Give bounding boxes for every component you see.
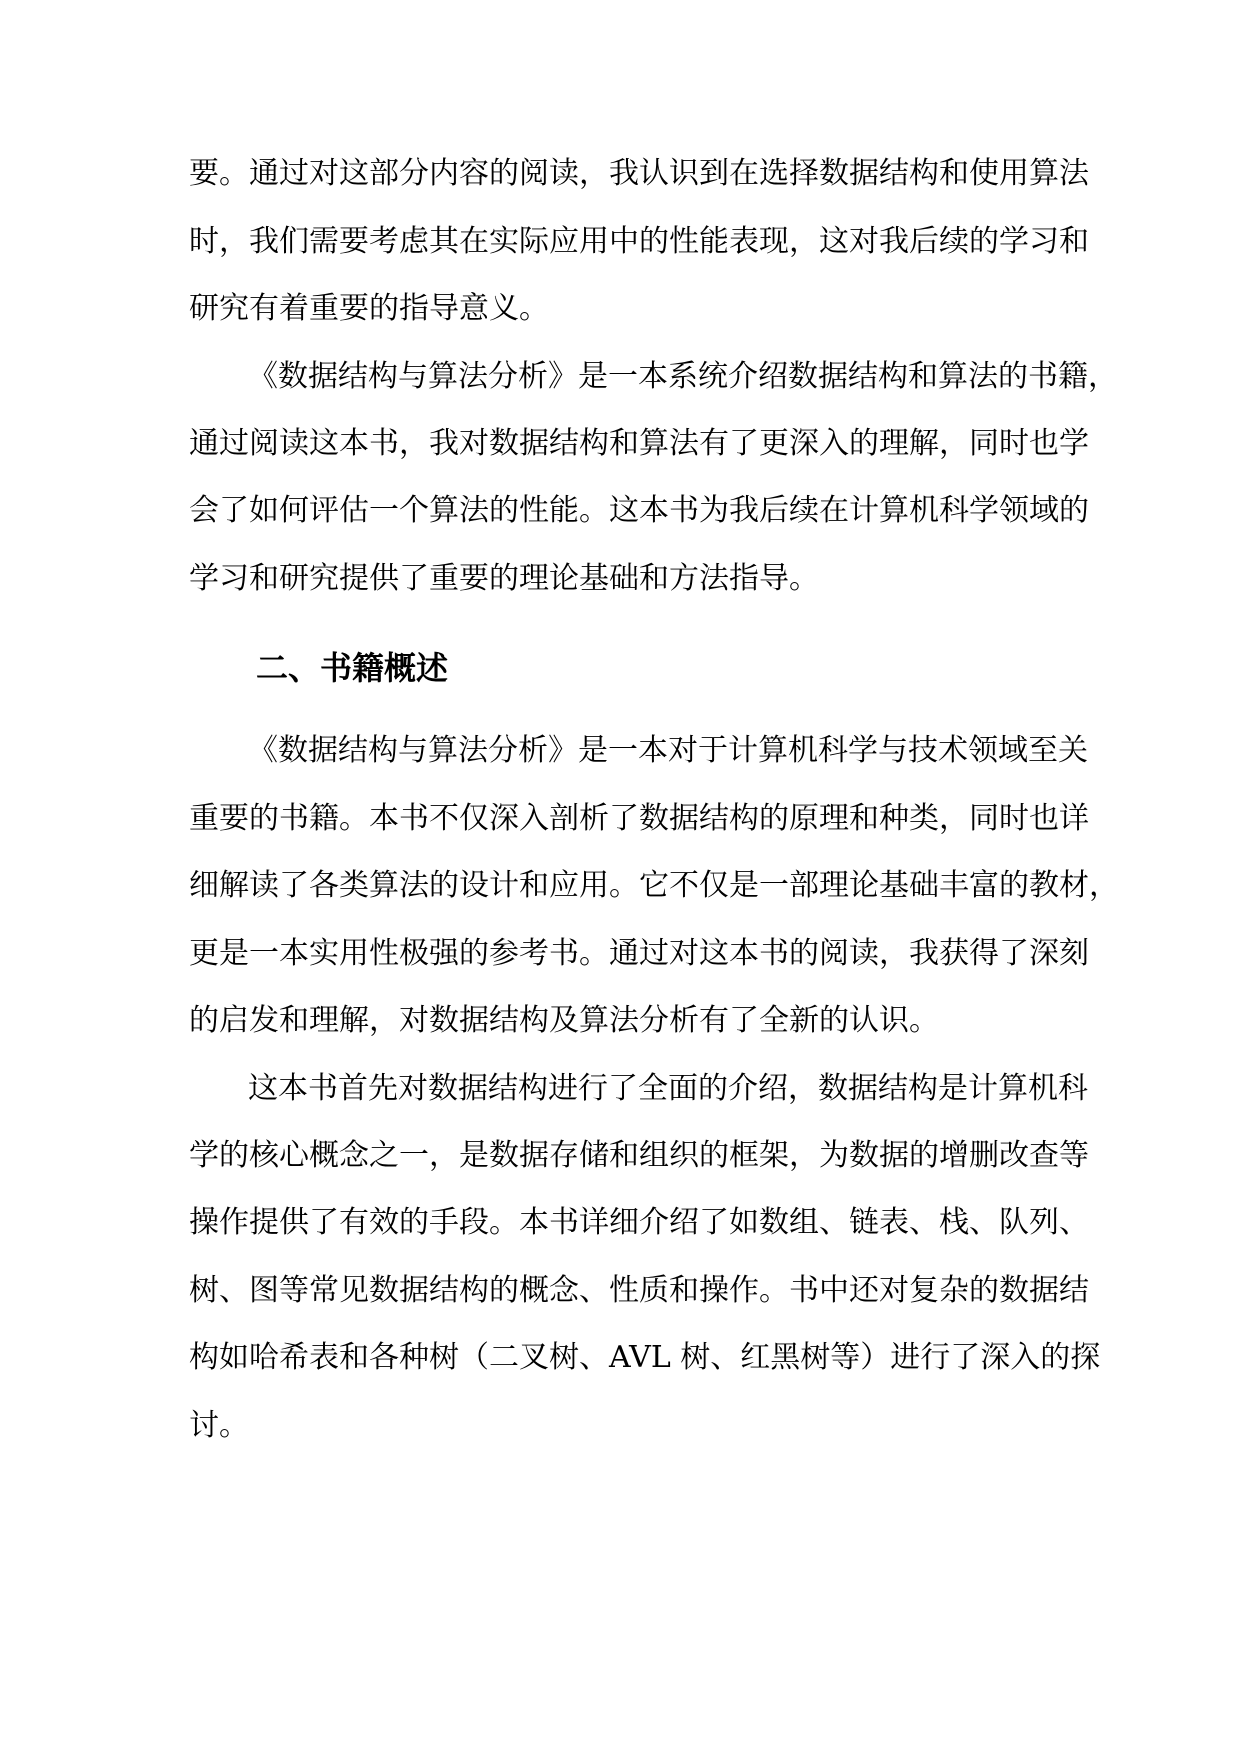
paragraph-line: 学的核心概念之一，是数据存储和组织的框架，为数据的增删改查等 bbox=[189, 1138, 1089, 1173]
paragraph-line: 《数据结构与算法分析》是一本对于计算机科学与技术领域至关 bbox=[248, 733, 1088, 768]
paragraph-line: 更是一本实用性极强的参考书。通过对这本书的阅读，我获得了深刻 bbox=[189, 936, 1089, 971]
paragraph-line: 这本书首先对数据结构进行了全面的介绍，数据结构是计算机科 bbox=[248, 1071, 1088, 1106]
paragraph-line: 研究有着重要的指导意义。 bbox=[189, 291, 549, 326]
paragraph-line: 时，我们需要考虑其在实际应用中的性能表现，这对我后续的学习和 bbox=[189, 224, 1089, 259]
paragraph-line: 的启发和理解，对数据结构及算法分析有了全新的认识。 bbox=[189, 1003, 939, 1038]
paragraph-line: 讨。 bbox=[189, 1408, 249, 1443]
paragraph-line: 操作提供了有效的手段。本书详细介绍了如数组、链表、栈、队列、 bbox=[189, 1205, 1089, 1240]
paragraph-line: 《数据结构与算法分析》是一本系统介绍数据结构和算法的书籍， bbox=[248, 359, 1118, 394]
paragraph-line: 通过阅读这本书，我对数据结构和算法有了更深入的理解，同时也学 bbox=[189, 426, 1089, 461]
paragraph-line: 学习和研究提供了重要的理论基础和方法指导。 bbox=[189, 561, 819, 596]
section-heading: 二、书籍概述 bbox=[256, 649, 449, 687]
paragraph-line: 重要的书籍。本书不仅深入剖析了数据结构的原理和种类，同时也详 bbox=[189, 801, 1089, 836]
paragraph-line: 要。通过对这部分内容的阅读，我认识到在选择数据结构和使用算法 bbox=[189, 156, 1089, 191]
paragraph-line: 会了如何评估一个算法的性能。这本书为我后续在计算机科学领域的 bbox=[189, 493, 1089, 528]
paragraph-line: 细解读了各类算法的设计和应用。它不仅是一部理论基础丰富的教材， bbox=[189, 868, 1119, 903]
paragraph-line: 构如哈希表和各种树（二叉树、AVL 树、红黑树等）进行了深入的探 bbox=[189, 1340, 1101, 1375]
paragraph-line: 树、图等常见数据结构的概念、性质和操作。书中还对复杂的数据结 bbox=[189, 1273, 1089, 1308]
